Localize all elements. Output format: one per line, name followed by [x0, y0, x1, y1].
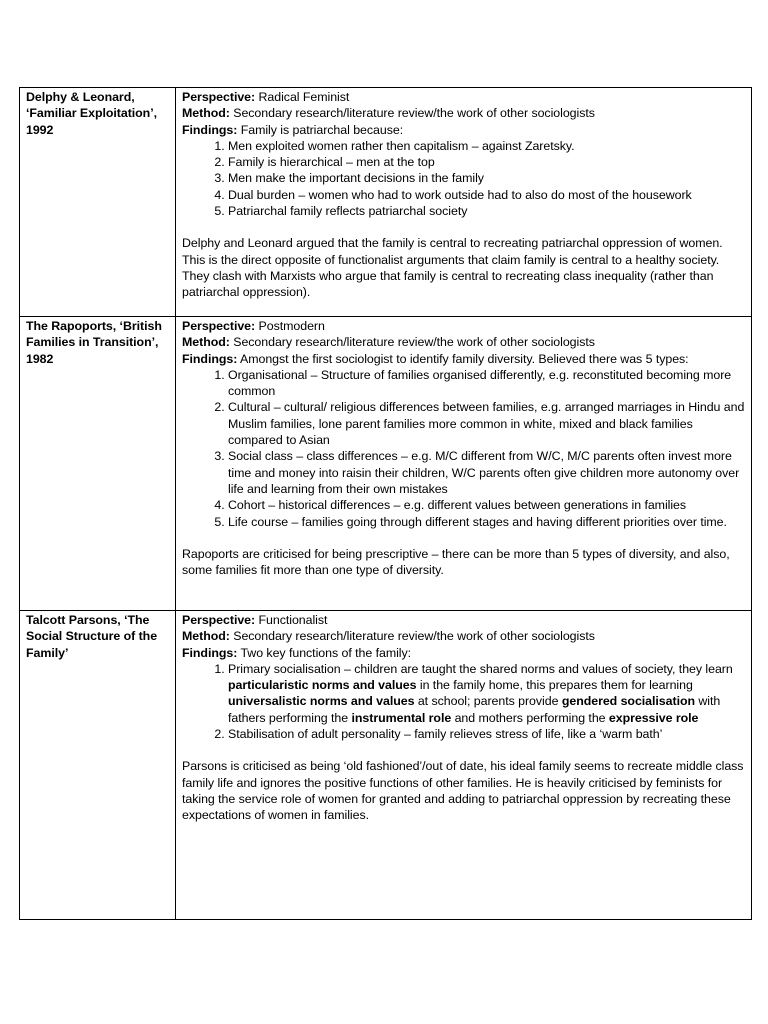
- method-line: [182, 334, 745, 350]
- study-title: Talcott Parsons, ‘The Social Structure of the Family’: [26, 613, 158, 660]
- perspective-value: Functionalist: [258, 613, 328, 627]
- findings-list: [182, 661, 745, 742]
- item-text: with fathers performing the: [228, 694, 721, 725]
- perspective-line: [182, 318, 745, 334]
- list-item: 1. Organisational – Structure of families organised differently, e.g. reconstituted becoming more common: [228, 367, 745, 400]
- findings-line: [182, 351, 745, 367]
- item-text: Primary socialisation – children are taught the shared norms and values of society, they learn: [228, 661, 733, 676]
- key-term: particularistic norms and values: [228, 678, 417, 693]
- findings-line: [182, 122, 745, 138]
- findings-list: [182, 138, 745, 219]
- list-item: 4. Cohort – historical differences – e.g. different values between generations in families: [228, 497, 745, 513]
- list-item: 2. Family is hierarchical – men at the top: [228, 154, 745, 170]
- findings-label: Findings:: [182, 645, 238, 660]
- findings-line: [182, 645, 745, 661]
- study-details-cell: [176, 611, 752, 920]
- perspective-line: [182, 89, 745, 105]
- evaluation-paragraph: Parsons is criticised as being ‘old fashioned’/out of date, his ideal family seems to recreate middle class family life and ignores the positive functions of other families. He is heavily criticised by feminists for taking the service role of women for granted and adding to patriarchal oppression by recreating these expectations of women in families.: [182, 759, 744, 823]
- perspective-label: Perspective:: [182, 90, 256, 104]
- study-row-rapoports: [20, 317, 752, 611]
- list-item: 2. Stabilisation of adult personality – family relieves stress of life, like a ‘warm bath’: [228, 726, 745, 742]
- key-term: instrumental role: [351, 710, 452, 725]
- study-title-cell: [20, 317, 176, 611]
- findings-value: Two key functions of the family:: [240, 645, 412, 660]
- evaluation-paragraph: Delphy and Leonard argued that the family is central to recreating patriarchal oppression of women. This is the direct opposite of functionalist arguments that claim family is central to a healthy society. They clash with Marxists who argue that family is central to recreating class inequality (rather than patriarchal oppression).: [182, 236, 723, 300]
- evaluation-paragraph: Rapoports are criticised for being prescriptive – there can be more than 5 types of diversity, and also, some families fit more than one type of diversity.: [182, 546, 730, 578]
- study-details-cell: [176, 317, 752, 611]
- key-term: expressive role: [608, 710, 699, 725]
- list-item: [228, 661, 745, 726]
- findings-label: Findings:: [182, 351, 238, 366]
- studies-table: [19, 87, 752, 920]
- study-details-cell: [176, 88, 752, 317]
- method-line: [182, 105, 745, 121]
- method-label: Method:: [182, 335, 230, 350]
- list-item: 2. Cultural – cultural/ religious differences between families, e.g. arranged marriages in Hindu and Muslim families, lone parent families more common in white, mixed and black families compared to Asian: [228, 399, 745, 448]
- method-line: [182, 628, 745, 644]
- list-item: 4. Dual burden – women who had to work outside had to also do most of the housework: [228, 187, 745, 203]
- item-text: at school; parents provide: [414, 694, 562, 709]
- study-title-cell: [20, 611, 176, 920]
- list-item: 1. Men exploited women rather then capitalism – against Zaretsky.: [228, 138, 745, 154]
- key-term: gendered socialisation: [561, 694, 695, 709]
- study-title: The Rapoports, ‘British Families in Transition’, 1982: [26, 319, 162, 366]
- key-term: universalistic norms and values: [228, 694, 415, 709]
- method-value: Secondary research/literature review/the work of other sociologists: [233, 106, 595, 121]
- perspective-line: [182, 612, 745, 628]
- method-label: Method:: [182, 106, 230, 121]
- perspective-value: Postmodern: [258, 319, 325, 333]
- findings-label: Findings:: [182, 122, 238, 137]
- findings-value: Family is patriarchal because:: [240, 122, 404, 137]
- method-value: Secondary research/literature review/the work of other sociologists: [233, 629, 595, 644]
- study-row-parsons: [20, 611, 752, 920]
- study-row-delphy-leonard: [20, 88, 752, 317]
- perspective-value: Radical Feminist: [258, 90, 350, 104]
- perspective-label: Perspective:: [182, 613, 256, 627]
- study-title: Delphy & Leonard, ‘Familiar Exploitation’, 1992: [26, 90, 157, 137]
- study-title-cell: [20, 88, 176, 317]
- item-text: and mothers performing the: [451, 710, 609, 725]
- list-item: 3. Social class – class differences – e.g. M/C different from W/C, M/C parents often invest more time and money into raisin their children, W/C parents often give children more autonomy over life and learning from their own mistakes: [228, 448, 745, 497]
- list-item: 5. Patriarchal family reflects patriarchal society: [228, 203, 745, 219]
- item-text: in the family home, this prepares them for learning: [416, 678, 693, 693]
- method-label: Method:: [182, 629, 230, 644]
- findings-value: Amongst the first sociologist to identify family diversity. Believed there was 5 types:: [240, 351, 689, 366]
- list-item: 3. Men make the important decisions in the family: [228, 170, 745, 186]
- list-item: 5. Life course – families going through different stages and having different priorities over time.: [228, 514, 745, 530]
- findings-list: [182, 367, 745, 530]
- perspective-label: Perspective:: [182, 319, 256, 333]
- method-value: Secondary research/literature review/the work of other sociologists: [233, 335, 595, 350]
